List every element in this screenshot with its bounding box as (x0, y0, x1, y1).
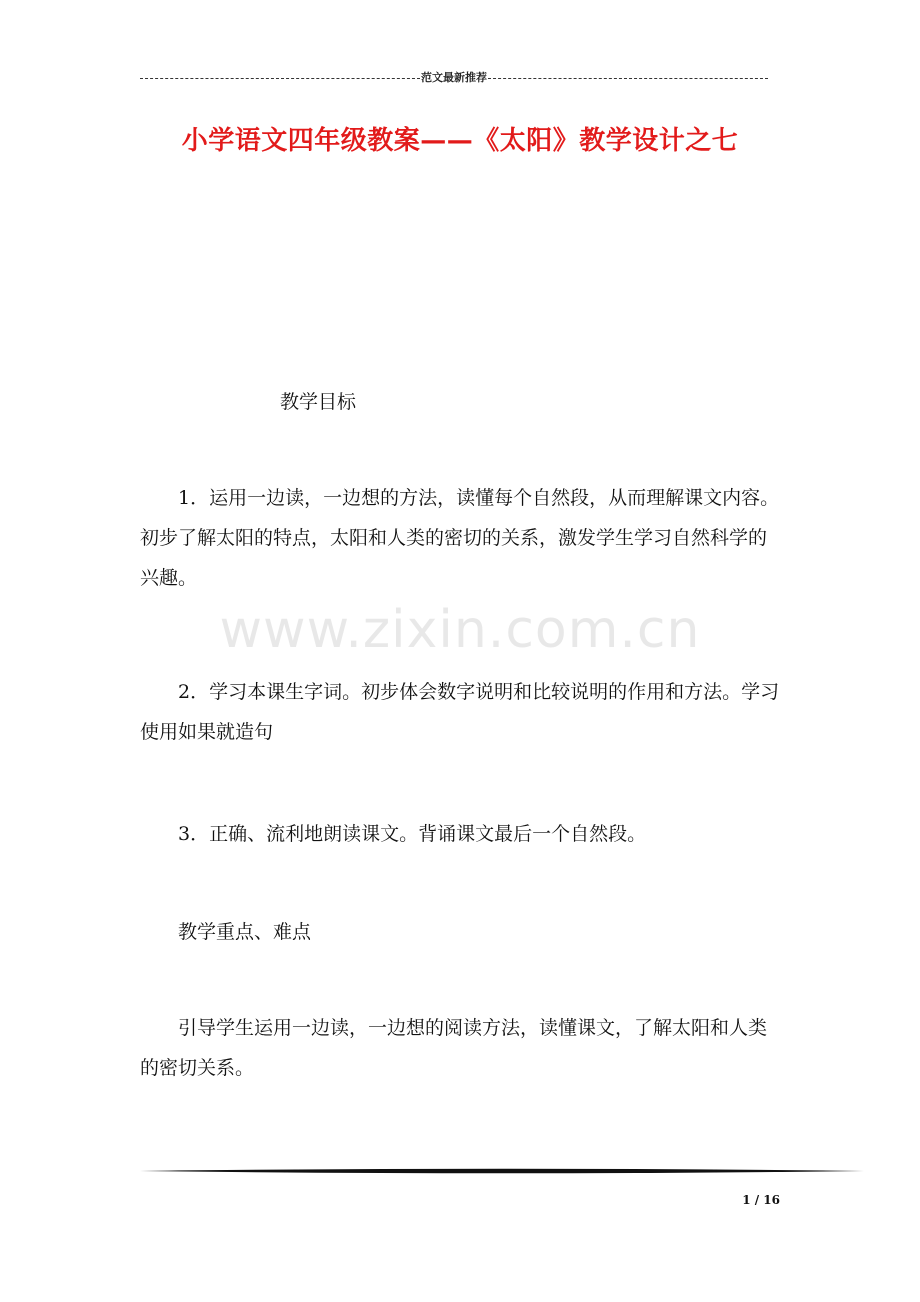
header-dashes-left (140, 78, 420, 79)
section-heading-key-points: 教学重点、难点 (178, 921, 312, 943)
objective-1: 1．运用一边读，一边想的方法，读懂每个自然段，从而理解课文内容。初步了解太阳的特点，太阳和人类的密切的关系，激发学生学习自然科学的兴趣。 (140, 487, 780, 589)
watermark: www.zixin.com.cn (219, 600, 701, 660)
header-label: 范文最新推荐 (421, 71, 487, 84)
footer-divider (140, 1163, 864, 1179)
key-points-text: 引导学生运用一边读，一边想的阅读方法，读懂课文，了解太阳和人类的密切关系。 (140, 1017, 768, 1079)
objective-2: 2．学习本课生字词。初步体会数字说明和比较说明的作用和方法。学习使用如果就造句 (140, 681, 780, 743)
page-header (140, 68, 768, 86)
page-number: 1 / 16 (742, 1193, 780, 1207)
objective-3: 3．正确、流利地朗读课文。背诵课文最后一个自然段。 (178, 823, 647, 845)
section-heading-objectives: 教学目标 (280, 391, 357, 413)
header-dashes-right (488, 78, 768, 79)
document-title: 小学语文四年级教案——《太阳》教学设计之七 (181, 126, 739, 156)
